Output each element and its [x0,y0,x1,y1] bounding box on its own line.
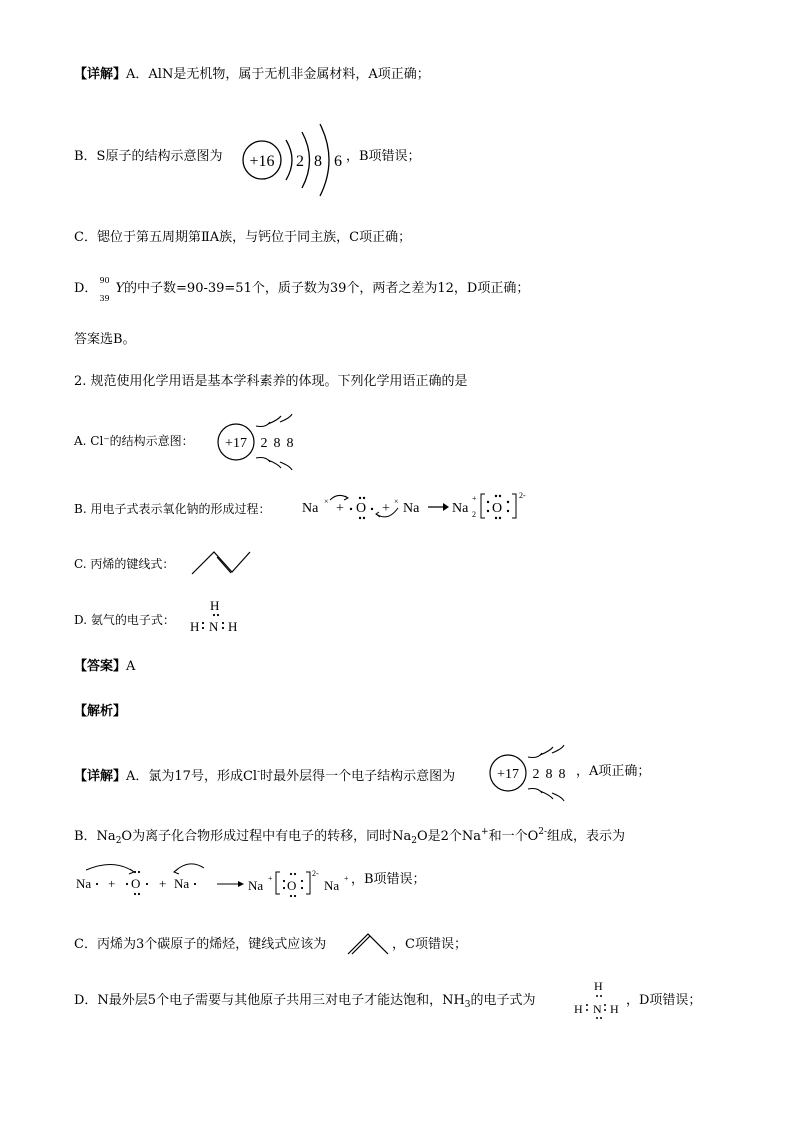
svg-text:Na: Na [174,876,190,891]
svg-text:O: O [287,878,297,893]
svg-text:2: 2 [472,510,476,519]
svg-text:H: H [610,1002,619,1016]
option-b-label: B. 用电子式表示氧化钠的形成过程： [74,502,271,516]
svg-text:2-: 2- [312,869,319,878]
svg-text:8: 8 [558,767,566,782]
svg-text:×: × [324,497,329,506]
svg-text:+: + [472,494,477,503]
svg-text:H: H [190,619,200,634]
analysis-tag: 【解析】 [74,704,127,719]
detail-a-text: A．AlN是无机物，属于无机非金属材料，A项正确； [126,67,430,82]
detail-b-suffix: ，B项错误； [346,149,421,164]
svg-text:8: 8 [545,767,553,782]
answer-line [74,658,135,676]
detail2-c-prefix: C．丙烯为3个碳原子的烯烃，键线式应该为 [74,937,327,952]
na2o-formation-2 [74,858,394,902]
detail2-d-line: D．N最外层5个电子需要与其他原子共用三对电子才能达饱和，$NH_3$的电子式为 [74,993,536,1010]
svg-text:H: H [574,1002,583,1016]
option-a-label: A. Cl⁻的结构示意图： [74,434,194,448]
detail-c-line: C．锶位于第五周期第ⅡA族，与钙位于同主族，C项正确； [74,230,412,245]
svg-text:+: + [344,874,349,883]
option-c-label: C. 丙烯的键线式： [74,557,175,571]
propene-skeletal-2 [346,930,392,956]
svg-text:Na: Na [248,878,264,893]
svg-text:8: 8 [273,436,281,451]
svg-text:Na: Na [452,501,469,516]
answer-choice-line: 答案选B。 [74,332,136,347]
svg-text:H: H [228,619,238,634]
s-atom-diagram [242,118,352,203]
svg-text:+: + [159,876,167,891]
detail-tag: 【详解】 [74,67,127,82]
question-2-stem: 2. 规范使用化学用语是基本学科素养的体现。下列化学用语正确的是 [74,374,468,389]
answer-value: A [126,659,136,674]
nh3-electron-formula [188,596,248,636]
nuclide-mass: 90 [99,276,110,285]
svg-text:N: N [209,619,219,634]
svg-text:O: O [356,501,367,516]
s-nucleus: +16 [249,153,275,170]
detail2-d-suffix: ，D项错误； [626,993,702,1008]
svg-text:N: N [593,1002,602,1016]
svg-text:H: H [210,598,220,613]
cl-ion-diagram-2 [488,746,578,800]
svg-text:×: × [394,497,399,506]
detail-a-line [74,66,430,84]
svg-text:+: + [108,876,116,891]
svg-text:+: + [382,501,390,516]
detail-d-line: D． 90 39 Y的中子数=90-39=51个，质子数为39个，两者之差为12，D项正确； [74,280,529,298]
nh3-electron-formula-2 [572,978,630,1020]
svg-text:+17: +17 [225,436,247,451]
svg-text:Na: Na [76,876,92,891]
answer-tag: 【答案】 [74,659,127,674]
svg-text:8: 8 [286,436,294,451]
s-shell-2: 8 [314,153,322,170]
svg-text:2: 2 [532,767,540,782]
detail2-b-line: B．$Na_2O$为离子化合物形成过程中有电子的转移，同时$Na_2O$是2个Na+和一个$O^{2-}$组成，表示为 [74,827,626,846]
s-shell-1: 2 [296,153,304,170]
svg-text:Na: Na [403,501,420,516]
svg-text:2: 2 [260,436,268,451]
svg-text:+17: +17 [497,767,519,782]
na2o-formation [300,488,540,524]
detail2-a-suffix: ，A项正确； [576,764,651,779]
option-d-label: D. 氨气的电子式： [74,613,175,627]
detail2-c-suffix: ，C项错误； [392,937,467,952]
svg-text:+: + [336,501,344,516]
s-shell-3: 6 [334,153,342,170]
detail-b-prefix: B．S原子的结构示意图为 [74,149,223,164]
svg-text:Na: Na [302,501,319,516]
svg-text:O: O [131,876,141,891]
svg-text:H: H [594,979,603,993]
propene-skeletal [190,548,254,576]
svg-text:+: + [268,874,273,883]
detail2-b-suffix: ，B项错误； [351,872,426,887]
nuclide-atomic: 39 [99,294,110,303]
nuclide-symbol: Y [115,281,125,296]
svg-text:Na: Na [324,878,340,893]
svg-text:2-: 2- [519,491,526,500]
svg-text:O: O [492,501,503,516]
detail2-a-line: 【详解】A．氯为17号，形成Cl-时最外层得一个电子结构示意图为 [74,767,456,784]
cl-ion-diagram [216,414,301,470]
